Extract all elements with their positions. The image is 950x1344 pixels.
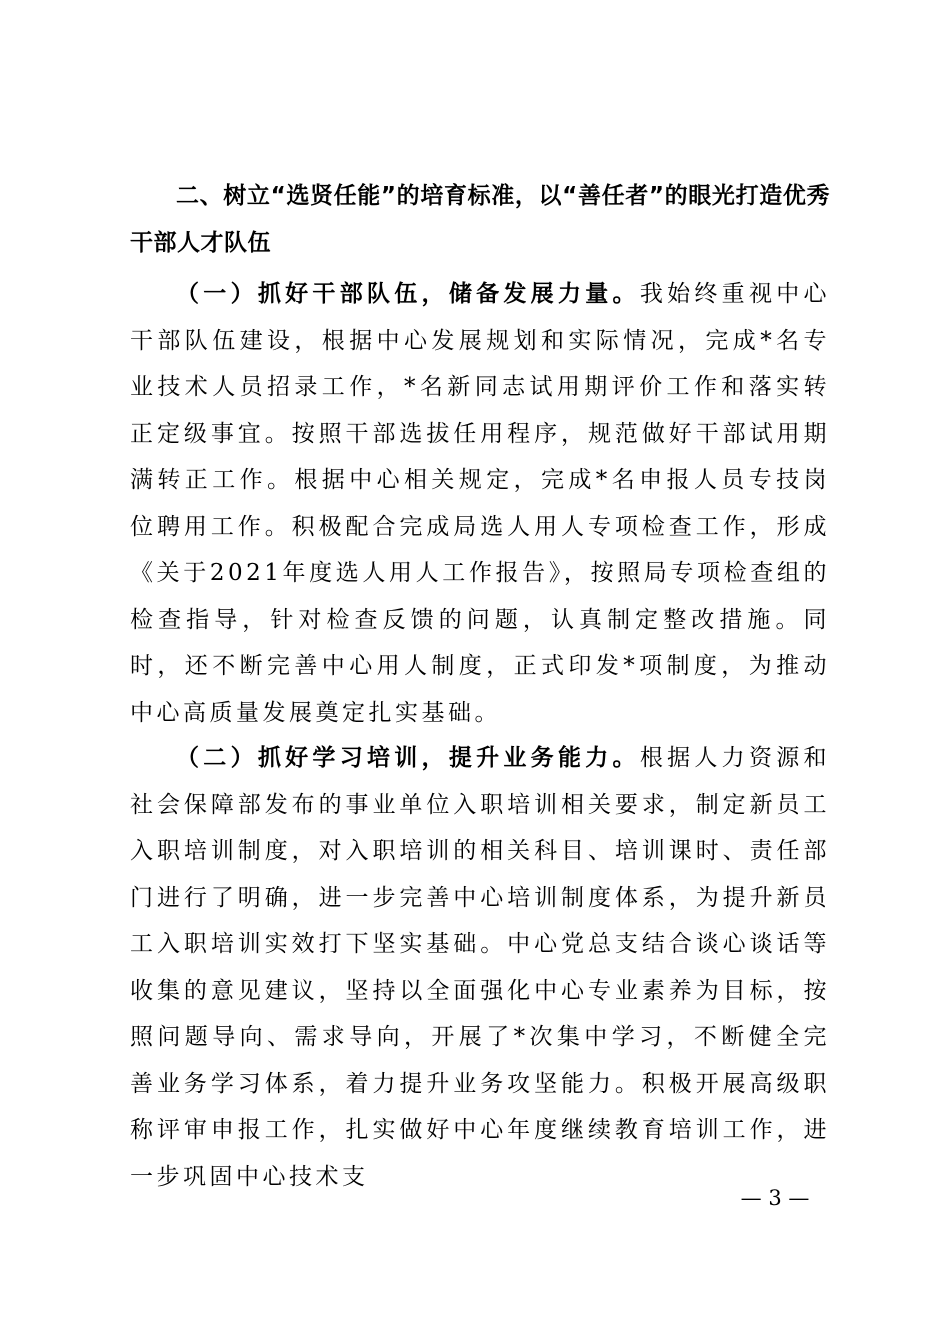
paragraph-lead: （二）抓好学习培训，提升业务能力。 (176, 744, 640, 771)
paragraph-body: 我始终重视中心干部队伍建设，根据中心发展规划和实际情况，完成*名专业技术人员招录工作，*名新同志试用期评价工作和落实转正定级事宜。按照干部选拔任用程序，规范做好干部试用期满转正工作。根据中心相关规定，完成*名申报人员专技岗位聘用工作。积极配合完成局选人用人专项检查工作，形成《关于2021年度选人用人工作报告》，按照局专项检查组的检查指导，针对检查反馈的问题，认真制定整改措施。同时，还不断完善中心用人制度，正式印发*项制度，为推动中心高质量发展奠定扎实基础。 (130, 281, 831, 726)
section-heading: 二、树立“选贤任能”的培育标准，以“善任者”的眼光打造优秀干部人才队伍 (130, 183, 830, 256)
paragraph-lead: （一）抓好干部队伍，储备发展力量。 (176, 280, 640, 307)
paragraph-body: 根据人力资源和社会保障部发布的事业单位入职培训相关要求，制定新员工入职培训制度，对入职培训的相关科目、培训课时、责任部门进行了明确，进一步完善中心培训制度体系，为提升新员工入职培训实效打下坚实基础。中心党总支结合谈心谈话等收集的意见建议，坚持以全面强化中心专业素养为目标，按照问题导向、需求导向，开展了*次集中学习，不断健全完善业务学习体系，着力提升业务攻坚能力。积极开展高级职称评审申报工作，扎实做好中心年度继续教育培训工作，进一步巩固中心技术支 (130, 745, 831, 1190)
page-number: — 3 — (740, 1186, 810, 1210)
paragraph-training (130, 735, 830, 1200)
paragraph-cadre-team (130, 271, 830, 736)
